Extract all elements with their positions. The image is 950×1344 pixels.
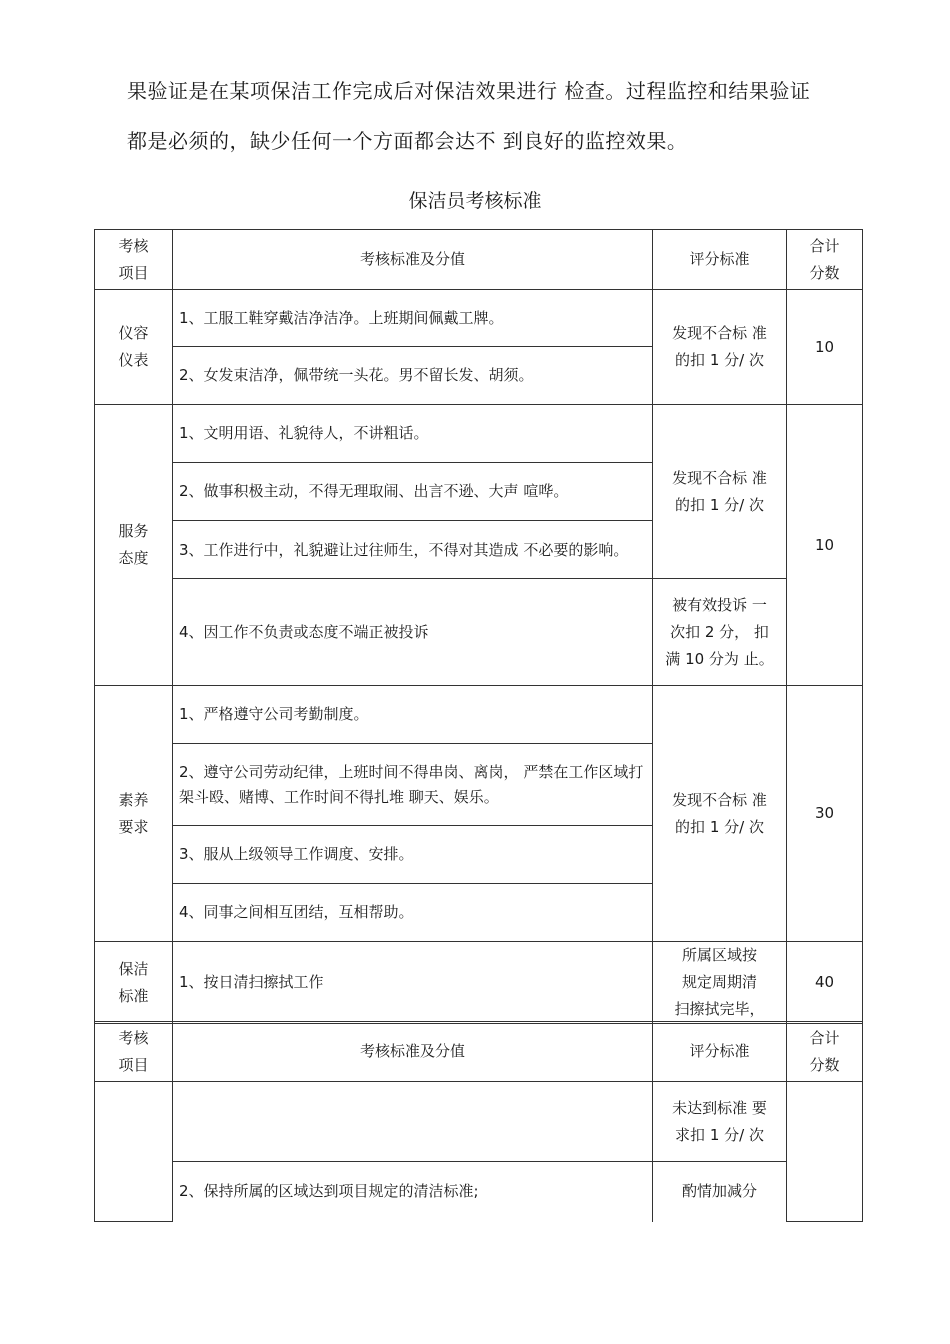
attitude-item-3: 3、工作进行中，礼貌避让过往师生，不得对其造成 不必要的影响。 xyxy=(173,521,653,579)
attitude-item-4: 4、因工作不负责或态度不端正被投诉 xyxy=(173,579,653,686)
project-attitude: 服务 态度 xyxy=(95,405,173,686)
table-row xyxy=(95,1162,863,1222)
continuation-project-cell xyxy=(95,1082,173,1222)
header-standard: 考核标准及分值 xyxy=(173,230,653,290)
quality-item-2: 2、遵守公司劳动纪律，上班时间不得串岗、离岗， 严禁在工作区域打架斗殴、赌博、工作时间不得扎堆 聊天、娱乐。 xyxy=(173,744,653,826)
project-quality: 素养 要求 xyxy=(95,686,173,942)
continuation-item-2: 2、保持所属的区域达到项目规定的清洁标准; xyxy=(173,1162,653,1222)
table-row xyxy=(95,405,863,463)
continuation-scoring-2: 酌情加减分 xyxy=(653,1162,787,1222)
quality-item-3: 3、服从上级领导工作调度、安排。 xyxy=(173,826,653,884)
header-total: 合计 分数 xyxy=(787,230,863,290)
attitude-item-2: 2、做事积极主动，不得无理取闹、出言不逊、大声 喧哗。 xyxy=(173,463,653,521)
attitude-scoring-b: 被有效投诉 一 次扣 2 分， 扣 满 10 分为 止。 xyxy=(653,579,787,686)
header-standard: 考核标准及分值 xyxy=(173,1022,653,1082)
table-row xyxy=(95,290,863,347)
attitude-item-1: 1、文明用语、礼貌待人，不讲粗话。 xyxy=(173,405,653,463)
table-row xyxy=(95,686,863,744)
header-project: 考核 项目 xyxy=(95,1022,173,1082)
table-row xyxy=(95,942,863,1024)
assessment-table xyxy=(94,229,863,1024)
attitude-total: 10 xyxy=(787,405,863,686)
quality-item-1: 1、严格遵守公司考勤制度。 xyxy=(173,686,653,744)
header-scoring: 评分标准 xyxy=(653,1022,787,1082)
header-project: 考核 项目 xyxy=(95,230,173,290)
project-appearance: 仪容 仪表 xyxy=(95,290,173,405)
appearance-item-1: 1、工服工鞋穿戴洁净洁净。上班期间佩戴工牌。 xyxy=(173,290,653,347)
page-title: 保洁员考核标准 xyxy=(408,190,542,212)
table-header-row xyxy=(95,1022,863,1082)
appearance-item-2: 2、女发束洁净，佩带统一头花。男不留长发、胡须。 xyxy=(173,347,653,405)
cleaning-item-1: 1、按日清扫擦拭工作 xyxy=(173,942,653,1024)
table-row xyxy=(95,1082,863,1162)
cleaning-total: 40 xyxy=(787,942,863,1024)
appearance-total: 10 xyxy=(787,290,863,405)
intro-line-1: 果验证是在某项保洁工作完成后对保洁效果进行 检查。过程监控和结果验证 xyxy=(127,79,811,103)
assessment-table-continued xyxy=(94,1021,863,1222)
header-scoring: 评分标准 xyxy=(653,230,787,290)
table-row xyxy=(95,579,863,686)
continuation-total-cell xyxy=(787,1082,863,1222)
continuation-item-1 xyxy=(173,1082,653,1162)
project-cleaning: 保洁 标准 xyxy=(95,942,173,1024)
quality-item-4: 4、同事之间相互团结，互相帮助。 xyxy=(173,884,653,942)
quality-total: 30 xyxy=(787,686,863,942)
continuation-scoring-1: 未达到标准 要 求扣 1 分/ 次 xyxy=(653,1082,787,1162)
quality-scoring: 发现不合标 准 的扣 1 分/ 次 xyxy=(653,686,787,942)
attitude-scoring-a: 发现不合标 准 的扣 1 分/ 次 xyxy=(653,405,787,579)
cleaning-scoring: 所属区域按 规定周期清 扫擦拭完毕， xyxy=(653,942,787,1024)
intro-line-2: 都是必须的，缺少任何一个方面都会达不 到良好的监控效果。 xyxy=(127,129,688,153)
header-total: 合计 分数 xyxy=(787,1022,863,1082)
appearance-scoring: 发现不合标 准 的扣 1 分/ 次 xyxy=(653,290,787,405)
table-header-row xyxy=(95,230,863,290)
intro-paragraph xyxy=(127,66,867,166)
